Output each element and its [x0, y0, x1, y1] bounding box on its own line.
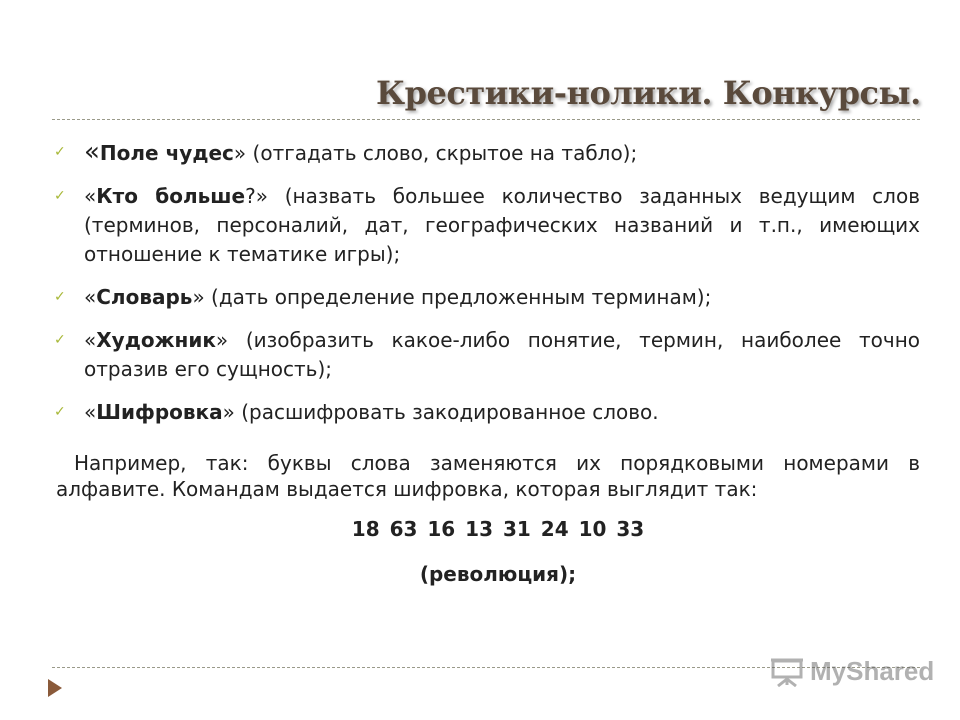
presentation-board-icon	[770, 657, 804, 687]
quote-close: ?»	[245, 184, 268, 208]
top-divider	[52, 119, 920, 120]
contest-description: (расшифровать закодированное слово.	[234, 400, 659, 424]
check-icon: ✓	[54, 188, 66, 204]
contest-description: (дать определение предложенным терминам);	[204, 285, 712, 309]
check-icon: ✓	[54, 404, 66, 420]
check-icon: ✓	[54, 332, 66, 348]
quote-open: «	[84, 328, 97, 352]
watermark-logo	[770, 656, 934, 687]
cipher-answer: (революция);	[419, 562, 577, 586]
contest-keyword: Кто больше	[96, 184, 246, 208]
contest-keyword: Шифровка	[96, 400, 223, 424]
quote-close: »	[215, 328, 229, 352]
logo-text: MyShared	[810, 656, 935, 686]
check-icon: ✓	[54, 144, 66, 160]
list-item	[54, 182, 920, 269]
list-item	[54, 138, 920, 168]
contest-description: (изобразить какое-либо понятие, термин, наиболее точно отразив его сущность);	[84, 328, 920, 381]
cipher-code: 18 63 16 13 31 24 10 33	[351, 517, 645, 541]
triangle-right-icon[interactable]	[48, 679, 62, 697]
contest-keyword: Словарь	[96, 285, 193, 309]
example-paragraph: Например, так: буквы слова заменяются их порядковыми номерами в алфавите. Командам выдается шифровка, которая выглядит так:	[56, 451, 920, 501]
quote-close: »	[233, 141, 247, 165]
contest-keyword: Поле чудес	[99, 141, 234, 165]
contest-keyword: Художник	[96, 328, 216, 352]
check-icon: ✓	[54, 289, 66, 305]
quote-open: «	[84, 184, 97, 208]
quote-open: «	[84, 400, 97, 424]
quote-open: «	[84, 137, 100, 167]
list-item	[54, 398, 920, 427]
slide-title: Крестики-нолики. Конкурсы.	[376, 74, 921, 112]
quote-open: «	[84, 285, 97, 309]
contest-description: (отгадать слово, скрытое на табло);	[246, 141, 638, 165]
list-item	[54, 283, 920, 312]
contest-list	[54, 138, 920, 441]
quote-close: »	[192, 285, 205, 309]
quote-close: »	[222, 400, 235, 424]
list-item	[54, 326, 920, 384]
contest-description: (назвать большее количество заданных ведущим слов (терминов, персоналий, дат, географических названий и т.п., имеющих отношение к тематике игры);	[84, 184, 920, 266]
